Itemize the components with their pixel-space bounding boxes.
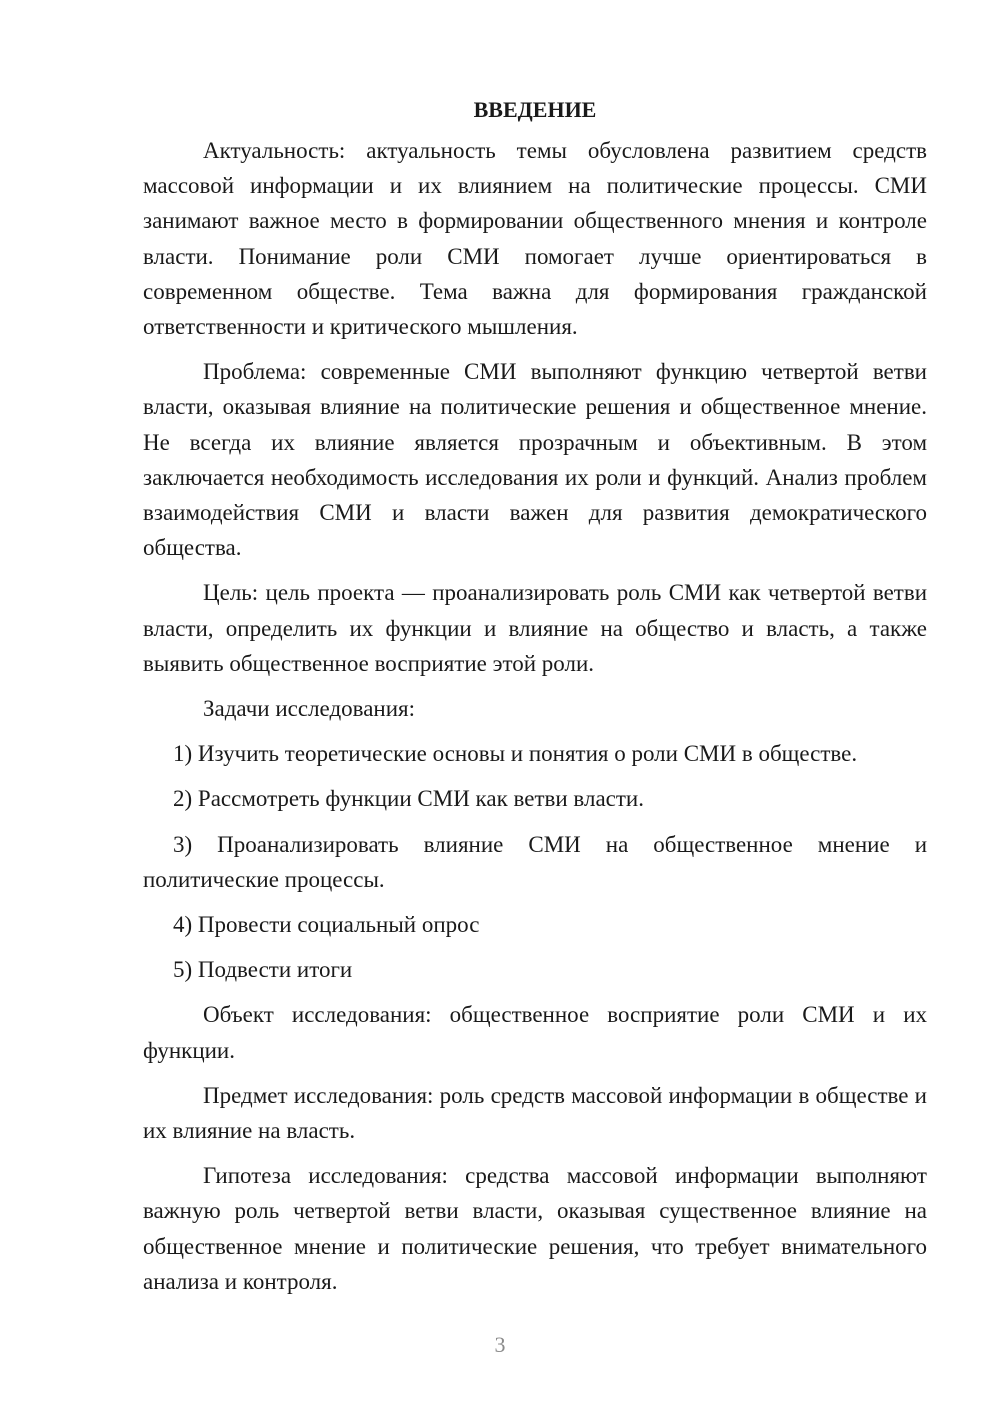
task-item-3: 3) Проанализировать влияние СМИ на общественное мнение и политические процессы. — [143, 831, 927, 892]
document-page — [143, 92, 927, 1309]
hypothesis-paragraph: Гипотеза исследования: средства массовой информации выполняют важную роль четвертой ветви власти, оказывая существенное влияние на общественное мнение и политические решения, что требует внимательного анализа и контроля. — [143, 1163, 927, 1294]
tasks-heading: Задачи исследования: — [203, 696, 416, 722]
relevance-paragraph: Актуальность: актуальность темы обусловлена развитием средств массовой информации и их влиянием на политические процессы. СМИ занимают важное место в формировании общественного мнения и контроле власти. Понимание роли СМИ помогает лучше ориентироваться в современном обществе. Тема важна для формирования гражданской ответственности и критического мышления. — [143, 138, 927, 340]
task-item-4: 4) Провести социальный опрос — [173, 912, 480, 938]
task-item-5: 5) Подвести итоги — [173, 957, 353, 983]
subject-paragraph: Предмет исследования: роль средств массовой информации в обществе и их влияние на власть. — [143, 1082, 927, 1144]
task-item-2: 2) Рассмотреть функции СМИ как ветви власти. — [173, 786, 644, 812]
document-title: ВВЕДЕНИЕ — [473, 97, 597, 122]
page-number: 3 — [494, 1332, 506, 1357]
object-paragraph: Объект исследования: общественное восприятие роли СМИ и их функции. — [143, 1002, 927, 1063]
goal-paragraph: Цель: цель проекта — проанализировать роль СМИ как четвертой ветви власти, определить их функции и влияние на общество и власть, а также выявить общественное восприятие этой роли. — [143, 580, 927, 676]
task-item-1: 1) Изучить теоретические основы и понятия о роли СМИ в обществе. — [173, 741, 858, 767]
tasks-list — [143, 736, 927, 987]
problem-paragraph: Проблема: современные СМИ выполняют функцию четвертой ветви власти, оказывая влияние на политические решения и общественное мнение. Не всегда их влияние является прозрачным и объективным. В этом заключается необходимость исследования их роли и функций. Анализ проблем взаимодействия СМИ и власти важен для развития демократического общества. — [143, 359, 927, 561]
